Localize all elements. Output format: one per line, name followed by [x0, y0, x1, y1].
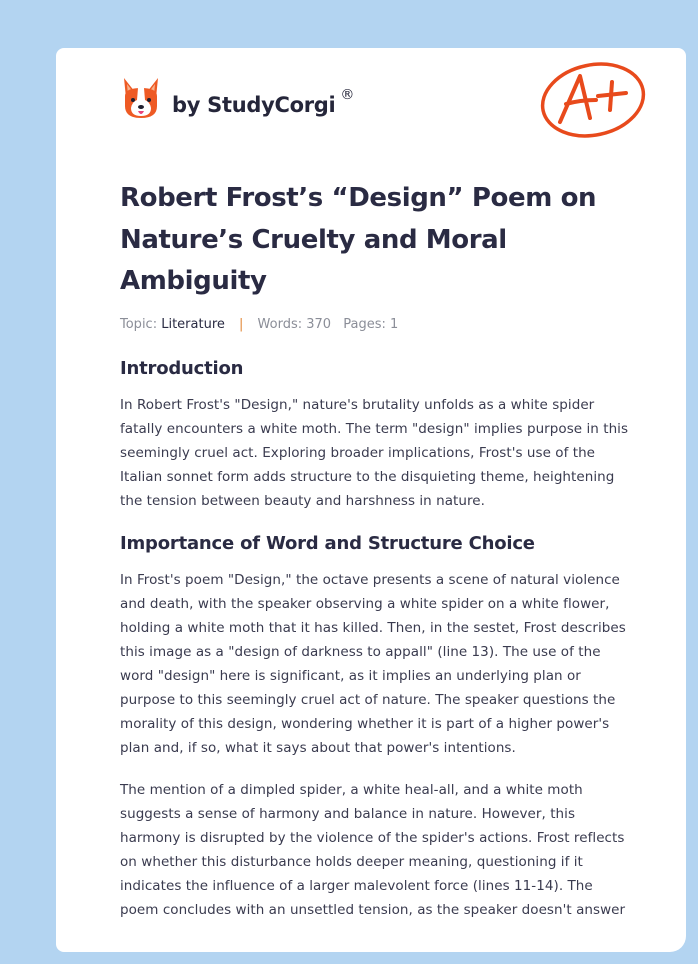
studycorgi-logo[interactable]: [120, 74, 354, 124]
document-page: [56, 48, 686, 952]
pages-count: 1: [390, 316, 399, 332]
article: [120, 178, 634, 922]
page-title: Robert Frost’s “Design” Poem on Nature’s Cruelty and Moral Ambiguity: [120, 183, 597, 296]
topic-link[interactable]: Literature: [161, 316, 225, 332]
words-count: 370: [306, 316, 332, 332]
registered-mark: ®: [340, 87, 355, 103]
topic-label: Topic:: [120, 316, 158, 332]
words-label: Words:: [257, 316, 303, 332]
brand-name: by StudyCorgi: [172, 93, 336, 117]
paragraph: In Frost's poem "Design," the octave presents a scene of natural violence and death, with the speaker observing a white spider on a white flower, holding a white moth that it has killed. Then, in the sestet, Frost describes this image as a "design of darkness to appall" (line 13). The use of the word "design" here is significant, as it implies an underlying plan or purpose to this seemingly cruel act of nature. The speaker questions the morality of this design, wondering whether it is part of a higher power's plan and, if so, what it says about that power's intentions.: [120, 571, 626, 756]
pages-label: Pages:: [343, 316, 386, 332]
corgi-logo-icon: [120, 76, 162, 122]
article-meta: [120, 317, 634, 332]
paragraph: In Robert Frost's "Design," nature's brutality unfolds as a white spider fatally encounters a white moth. The term "design" implies purpose in this seemingly cruel act. Exploring broader implications, Frost's use of the Italian sonnet form adds structure to the disquieting theme, heightening the tension between beauty and harshness in nature.: [120, 396, 629, 509]
paragraph: The mention of a dimpled spider, a white heal-all, and a white moth suggests a sense of harmony and balance in nature. However, this harmony is disrupted by the violence of the spider's actions. Frost reflects on whether this disturbance holds deeper meaning, questioning if it indicates the influence of a larger malevolent force (lines 11-14). The poem concludes with an unsettled tension, as the speaker doesn't answer: [120, 781, 626, 918]
section-heading-introduction: Introduction: [120, 357, 244, 379]
section-heading-word-structure: Importance of Word and Structure Choice: [120, 532, 535, 554]
meta-separator: |: [239, 316, 244, 332]
a-plus-badge-icon: [538, 60, 648, 140]
